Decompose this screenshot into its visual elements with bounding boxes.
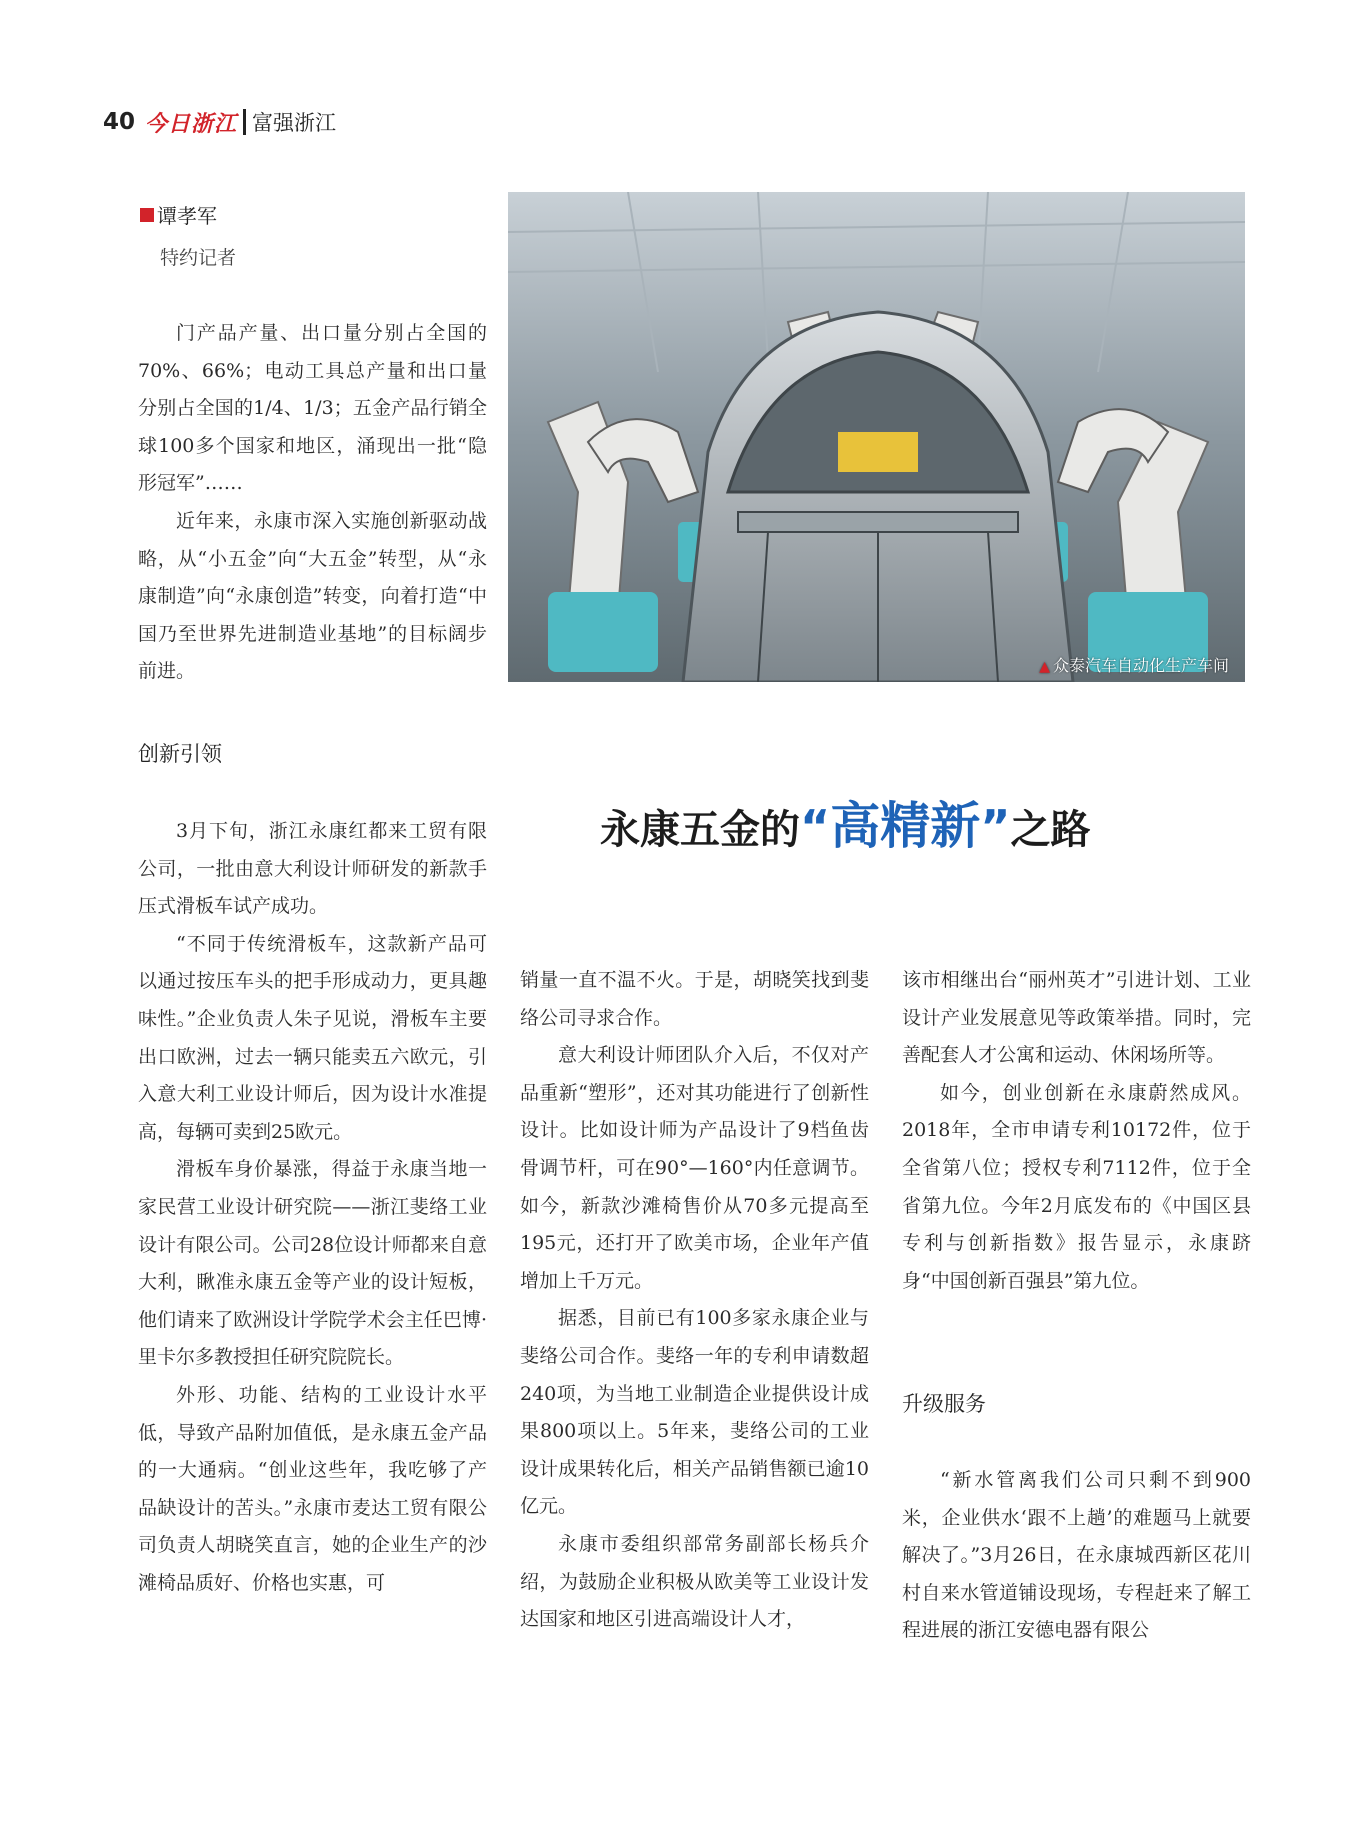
factory-photo	[508, 192, 1245, 682]
author-name: 谭孝军	[157, 204, 217, 228]
page-number: 40	[103, 109, 136, 135]
author-line	[140, 200, 236, 229]
column-3	[902, 962, 1251, 1300]
headline-highlight: 高精新	[830, 797, 981, 855]
page-header	[103, 104, 336, 140]
paragraph: 据悉，目前已有100多家永康企业与斐络公司合作。斐络一年的专利申请数超240项，为当地工业制造企业提供设计成果800项以上。5年来，斐络公司的工业设计成果转化后，相关产品销售额已逾10亿元。	[520, 1307, 869, 1518]
red-square-icon	[140, 208, 154, 222]
paragraph: 销量一直不温不火。于是，胡晓笑找到斐络公司寻求合作。	[520, 969, 869, 1029]
subhead-innovation: 创新引领	[138, 742, 222, 766]
paragraph: 意大利设计师团队介入后，不仅对产品重新“塑形”，还对其功能进行了创新性设计。比如设计师为产品设计了9档鱼齿骨调节杆，可在90°—160°内任意调节。如今，新款沙滩椅售价从70多元提高至195元，还打开了欧美市场，企业年产值增加上千万元。	[520, 1044, 869, 1292]
photo-caption	[1039, 653, 1229, 676]
paragraph: 近年来，永康市深入实施创新驱动战略，从“小五金”向“大五金”转型，从“永康制造”向“永康创造”转变，向着打造“中国乃至世界先进制造业基地”的目标阔步前进。	[138, 509, 487, 683]
section-name: 富强浙江	[252, 111, 337, 135]
paragraph: “不同于传统滑板车，这款新产品可以通过按压车头的把手形成动力，更具趣味性。”企业负责人朱子见说，滑板车主要出口欧洲，过去一辆只能卖五六欧元，引入意大利工业设计师后，因为设计水准提高，每辆可卖到25欧元。	[138, 932, 487, 1143]
paragraph: 门产品产量、出口量分别占全国的70%、66%；电动工具总产量和出口量分别占全国的1/4、1/3；五金产品行销全球100多个国家和地区，涌现出一批“隐形冠军”……	[138, 322, 487, 495]
paragraph: 滑板车身价暴涨，得益于永康当地一家民营工业设计研究院——浙江斐络工业设计有限公司。公司28位设计师都来自意大利，瞅准永康五金等产业的设计短板，他们请来了欧洲设计学院学术会主任巴博·里卡尔多教授担任研究院院长。	[138, 1158, 487, 1369]
column-1	[138, 813, 487, 1602]
photo-caption-text: 众泰汽车自动化生产车间	[1052, 656, 1229, 675]
headline-open-quote: “	[800, 800, 831, 854]
column-2	[520, 962, 869, 1639]
header-divider	[243, 109, 246, 135]
magazine-logo: 今日浙江	[145, 110, 238, 137]
headline-suffix: 之路	[1010, 806, 1091, 853]
article-headline	[600, 786, 1240, 858]
column-3-continued	[902, 1462, 1251, 1650]
paragraph: “新水管离我们公司只剩不到900米，企业供水‘跟不上趟’的难题马上就要解决了。”3月26日，在永康城西新区花川村自来水管道铺设现场，专程赶来了解工程进展的浙江安德电器有限公	[902, 1469, 1251, 1642]
headline-close-quote: ”	[980, 800, 1011, 854]
paragraph: 外形、功能、结构的工业设计水平低，导致产品附加值低，是永康五金产品的一大通病。“创业这些年，我吃够了产品缺设计的苦头。”永康市麦达工贸有限公司负责人胡晓笑直言，她的企业生产的沙滩椅品质好、价格也实惠，可	[138, 1383, 487, 1594]
author-role: 特约记者	[160, 247, 237, 269]
paragraph: 3月下旬，浙江永康红都来工贸有限公司，一批由意大利设计师研发的新款手压式滑板车试产成功。	[138, 820, 487, 918]
headline-prefix: 永康五金的	[600, 806, 800, 853]
subhead-upgrade-service: 升级服务	[902, 1392, 986, 1416]
paragraph: 该市相继出台“丽州英才”引进计划、工业设计产业发展意见等政策举措。同时，完善配套人才公寓和运动、休闲场所等。	[902, 969, 1251, 1067]
robotic-assembly-line-image	[508, 192, 1245, 682]
paragraph: 永康市委组织部常务副部长杨兵介绍，为鼓励企业积极从欧美等工业设计发达国家和地区引进高端设计人才，	[520, 1532, 869, 1631]
triangle-icon: ▲	[1039, 659, 1050, 675]
byline	[140, 200, 236, 270]
paragraph: 如今，创业创新在永康蔚然成风。2018年，全市申请专利10172件，位于全省第八位；授权专利7112件，位于全省第九位。今年2月底发布的《中国区县专利与创新指数》报告显示，永康跻身“中国创新百强县”第九位。	[902, 1081, 1251, 1292]
intro-column	[138, 315, 487, 691]
